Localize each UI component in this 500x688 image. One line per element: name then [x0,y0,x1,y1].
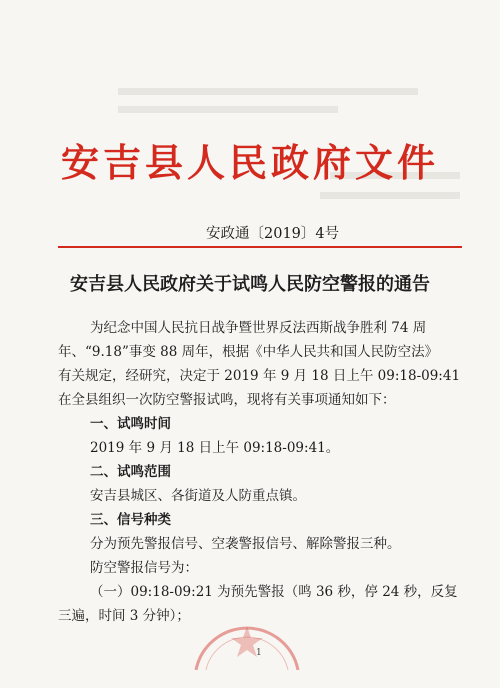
red-divider [58,246,462,248]
section-line: 安吉县城区、各街道及人防重点镇。 [90,488,306,504]
document-header-title: 安吉县人民政府文件 [60,141,439,185]
section-line: （一）09:18-09:21 为预先警报（鸣 36 秒，停 24 秒，反复 [90,584,458,600]
intro-line: 在全县组织一次防空警报试鸣，现将有关事项通知如下： [58,392,396,408]
section-line: 分为预先警报信号、空袭警报信号、解除警报三种。 [90,536,401,552]
section-line: 三遍，时间 3 分钟）； [58,608,190,624]
bleed-through-line [118,106,338,113]
section-line: 2019 年 9 月 18 日上午 09:18-09:41。 [90,440,340,456]
notice-title: 安吉县人民政府关于试鸣人民防空警报的通告 [70,274,430,295]
section-heading: 三、信号种类 [90,512,171,528]
official-seal-icon [188,580,306,670]
intro-line: 有关规定，经研究，决定于 2019 年 9 月 18 日上午 09:18-09:41 [58,368,461,384]
section-line: 防空警报信号为： [90,560,198,576]
intro-line: 年、“9.18”事变 88 周年，根据《中华人民共和国人民防空法》 [58,344,439,360]
document-number: 安政通〔2019〕4号 [206,226,340,242]
section-heading: 二、试鸣范围 [90,464,171,480]
intro-line: 为纪念中国人民抗日战争暨世界反法西斯战争胜利 74 周 [90,320,427,336]
bleed-through-line [320,192,460,199]
section-heading: 一、试鸣时间 [90,416,171,432]
page-number: 1 [256,648,262,658]
bleed-through-line [118,88,418,95]
